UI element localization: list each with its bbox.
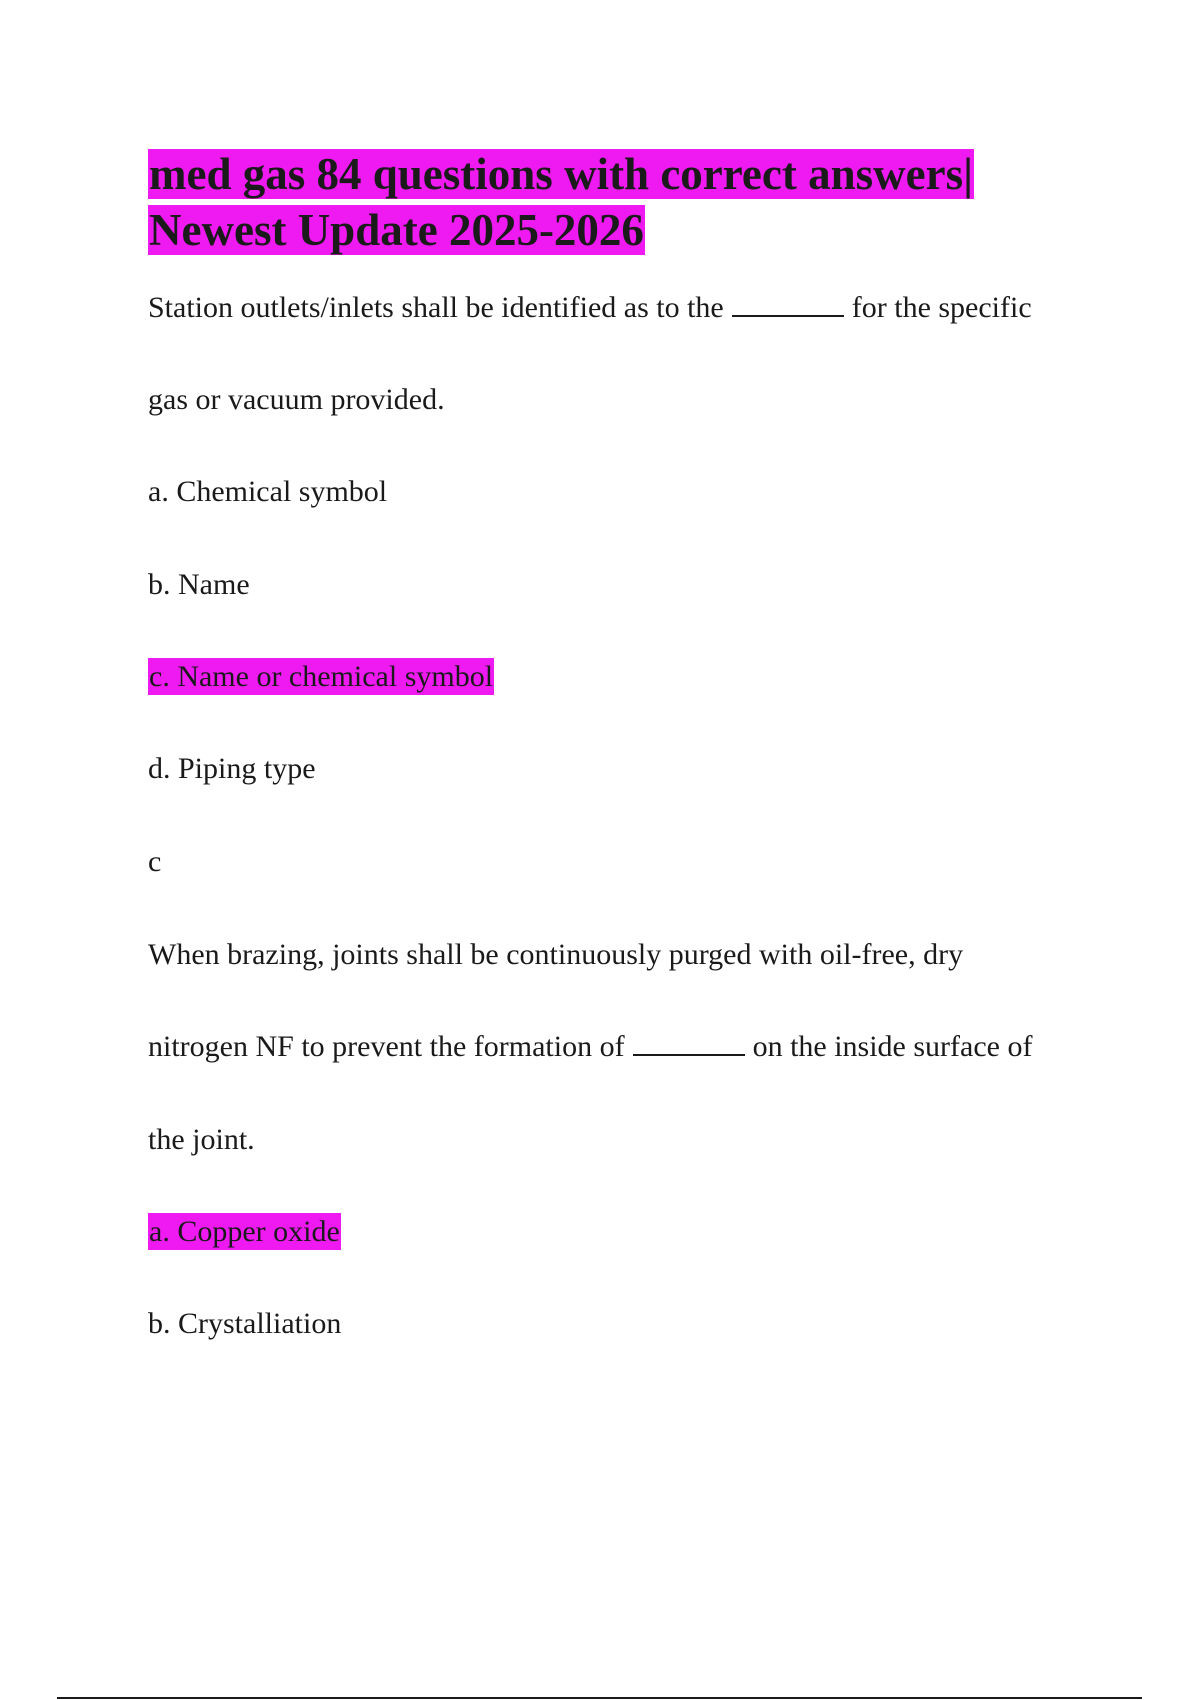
title-line-2: Newest Update 2025-2026 xyxy=(149,205,644,255)
fill-in-blank xyxy=(633,1032,745,1056)
fill-in-blank xyxy=(732,293,844,317)
question-2-stem-part-1: nitrogen NF to prevent the formation of xyxy=(148,1030,625,1063)
question-2-stem-part-2: on the inside surface of xyxy=(752,1030,1033,1063)
question-1-stem-part-2: for the specific xyxy=(851,291,1032,324)
question-2-option-b: b. Crystalliation xyxy=(148,1307,342,1340)
highlighted-correct-option: c. Name or chemical symbol xyxy=(149,660,494,693)
question-2-stem-line-2 xyxy=(148,1029,1032,1065)
question-1-option-d: d. Piping type xyxy=(148,752,316,785)
question-1-option-b: b. Name xyxy=(148,568,250,601)
highlighted-correct-option: a. Copper oxide xyxy=(149,1215,340,1248)
question-1-option-a: a. Chemical symbol xyxy=(148,475,388,508)
document-title xyxy=(148,146,1048,258)
question-1-answer: c xyxy=(148,845,162,878)
question-1-stem-part-1: Station outlets/inlets shall be identified as to the xyxy=(148,291,724,324)
question-2-stem-line-3: the joint. xyxy=(148,1123,255,1156)
question-1-stem-line-2: gas or vacuum provided. xyxy=(148,383,445,416)
question-1-stem-line-1 xyxy=(148,290,1032,326)
title-line-1: med gas 84 questions with correct answers| xyxy=(149,149,974,199)
question-2-stem-line-1: When brazing, joints shall be continuously purged with oil-free, dry xyxy=(148,938,964,971)
question-1-option-c xyxy=(148,659,494,695)
question-2-option-a xyxy=(148,1214,341,1250)
page-bottom-rule xyxy=(57,1697,1142,1699)
